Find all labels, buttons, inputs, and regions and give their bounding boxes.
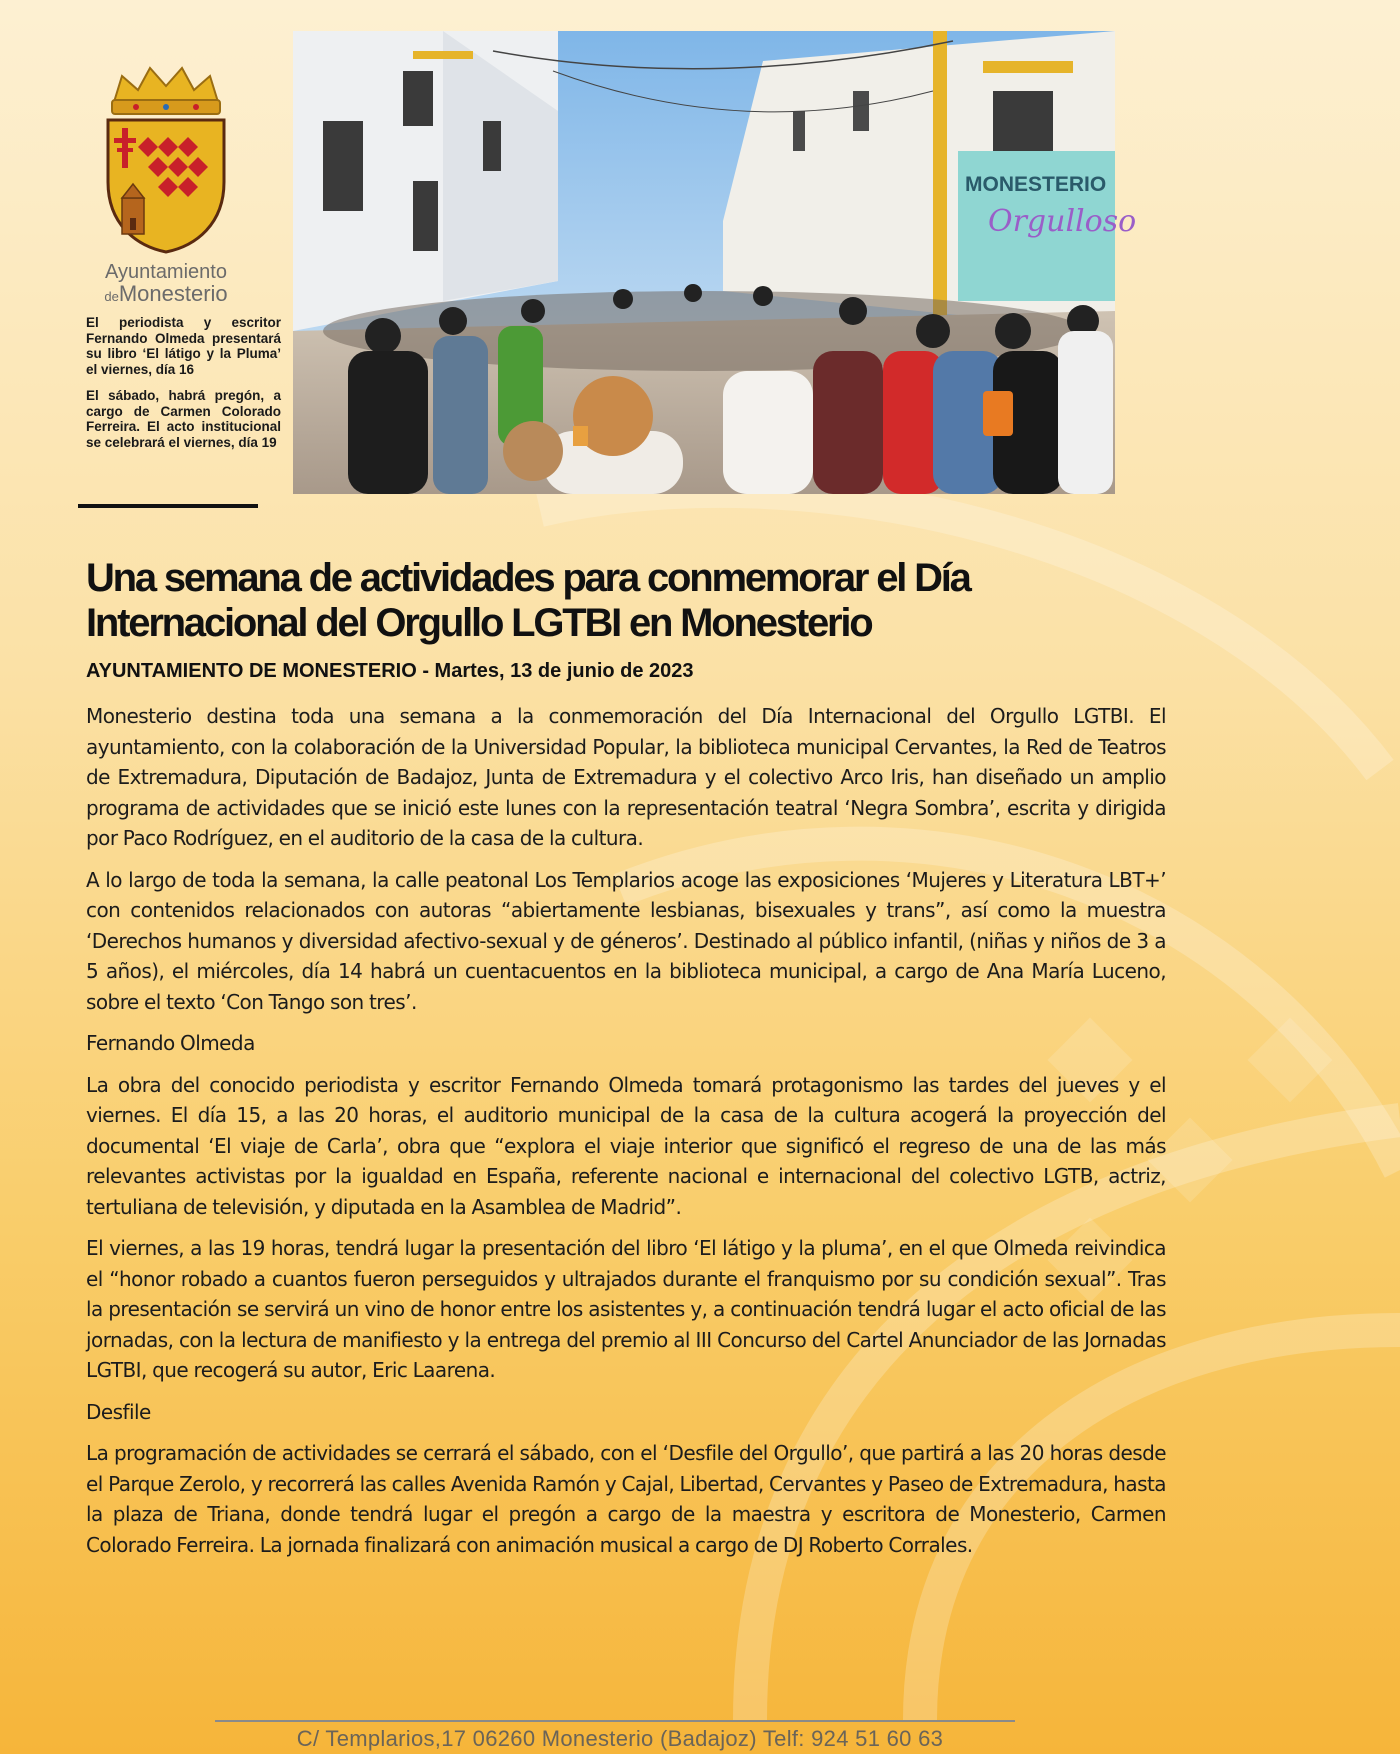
- article-byline: AYUNTAMIENTO DE MONESTERIO - Martes, 13 de junio de 2023: [86, 660, 694, 682]
- event-photo: [293, 31, 1137, 494]
- sidebar-divider: [78, 504, 258, 508]
- logo-text-de: de: [104, 289, 119, 304]
- article-paragraph-1: Monesterio destina toda una semana a la conmemoración del Día Internacional del Orgullo LGTBI. El ayuntamiento, con la colaboración de la Universidad Popular, la biblioteca municipal Cervantes, la Red de Teatros de Extremadura, Diputación de Badajoz, Junta de Extremadura y el colectivo Arco Iris, han diseñado un amplio programa de actividades que se inició este lunes con la representación teatral ‘Negra Sombra’, escrita y dirigida por Paco Rodríguez, en el auditorio de la casa de la cultura.: [86, 704, 1166, 850]
- street-crowd-photo-icon: [293, 31, 1137, 494]
- article-headline: Una semana de actividades para conmemorar el Día Internacional del Orgullo LGTBI en Monesterio: [86, 556, 970, 645]
- footer-address: C/ Templarios,17 06260 Monesterio (Badajoz) Telf: 924 51 60 63: [296, 1726, 944, 1751]
- summary-paragraph-1: El periodista y escritor Fernando Olmeda presentará su libro ‘El látigo y la Pluma’ el viernes, día 16: [86, 315, 281, 377]
- article-paragraph-4: El viernes, a las 19 horas, tendrá lugar la presentación del libro ‘El látigo y la pluma’, en el que Olmeda reivindica el “honor robado a cuantos fueron perseguidos y ultrajados durante el franquismo por su condición sexual”. Tras la presentación se servirá un vino de honor entre los asistentes y, a continuación tendrá lugar el acto oficial de las jornadas, con la lectura de manifiesto y la entrega del premio al III Concurso del Cartel Anunciador de las Jornadas LGTBI, que recogerá su autor, Eric Laarena.: [86, 1236, 1166, 1382]
- sidebar-summary: [86, 315, 281, 461]
- logo-text-town: Monesterio: [118, 281, 228, 306]
- logo-text-ayuntamiento: Ayuntamiento: [105, 261, 227, 283]
- banner-title: MONESTERIO: [965, 173, 1107, 196]
- footer-divider: [215, 1720, 1015, 1722]
- article-subheading-fernando-olmeda: Fernando Olmeda: [86, 1031, 255, 1055]
- logo-text-monesterio: [86, 283, 246, 305]
- summary-paragraph-2: El sábado, habrá pregón, a cargo de Carmen Colorado Ferreira. El acto institucional se celebrará el viernes, día 19: [86, 388, 281, 450]
- municipal-logo: [86, 62, 246, 307]
- article-subheading-desfile: Desfile: [86, 1399, 151, 1424]
- banner-script: Orgulloso: [988, 204, 1137, 239]
- article-body: [86, 701, 1166, 1571]
- coat-of-arms-icon: [86, 62, 246, 257]
- article-paragraph-5: La programación de actividades se cerrará el sábado, con el ‘Desfile del Orgullo’, que partirá a las 20 horas desde el Parque Zerolo, y recorrerá las calles Avenida Ramón y Cajal, Libertad, Cervantes y Paseo de Extremadura, hasta la plaza de Triana, donde tendrá lugar el pregón a cargo de la maestra y escritora de Monesterio, Carmen Colorado Ferreira. La jornada finalizará con animación musical a cargo de DJ Roberto Corrales.: [86, 1441, 1166, 1557]
- article-paragraph-3: La obra del conocido periodista y escritor Fernando Olmeda tomará protagonismo las tardes del jueves y el viernes. El día 15, a las 20 horas, el auditorio municipal de la casa de la cultura acogerá la proyección del documental ‘El viaje de Carla’, obra que “explora el viaje interior que significó el regreso de una de las más relevantes activistas por la igualdad en España, referente nacional e internacional del colectivo LGTB, actriz, tertuliana de televisión, y diputada en la Asamblea de Madrid”.: [86, 1072, 1166, 1219]
- article-paragraph-2: A lo largo de toda la semana, la calle peatonal Los Templarios acoge las exposiciones ‘Mujeres y Literatura LBT+’ con contenidos relacionados con autoras “abiertamente lesbianas, bisexuales y trans”, así como la muestra ‘Derechos humanos y diversidad afectivo-sexual y de géneros’. Destinado al público infantil, (niñas y niños de 3 a 5 años), el miércoles, día 14 habrá un cuentacuentos en la biblioteca municipal, a cargo de Ana María Luceno, sobre el texto ‘Con Tango son tres’.: [86, 867, 1166, 1014]
